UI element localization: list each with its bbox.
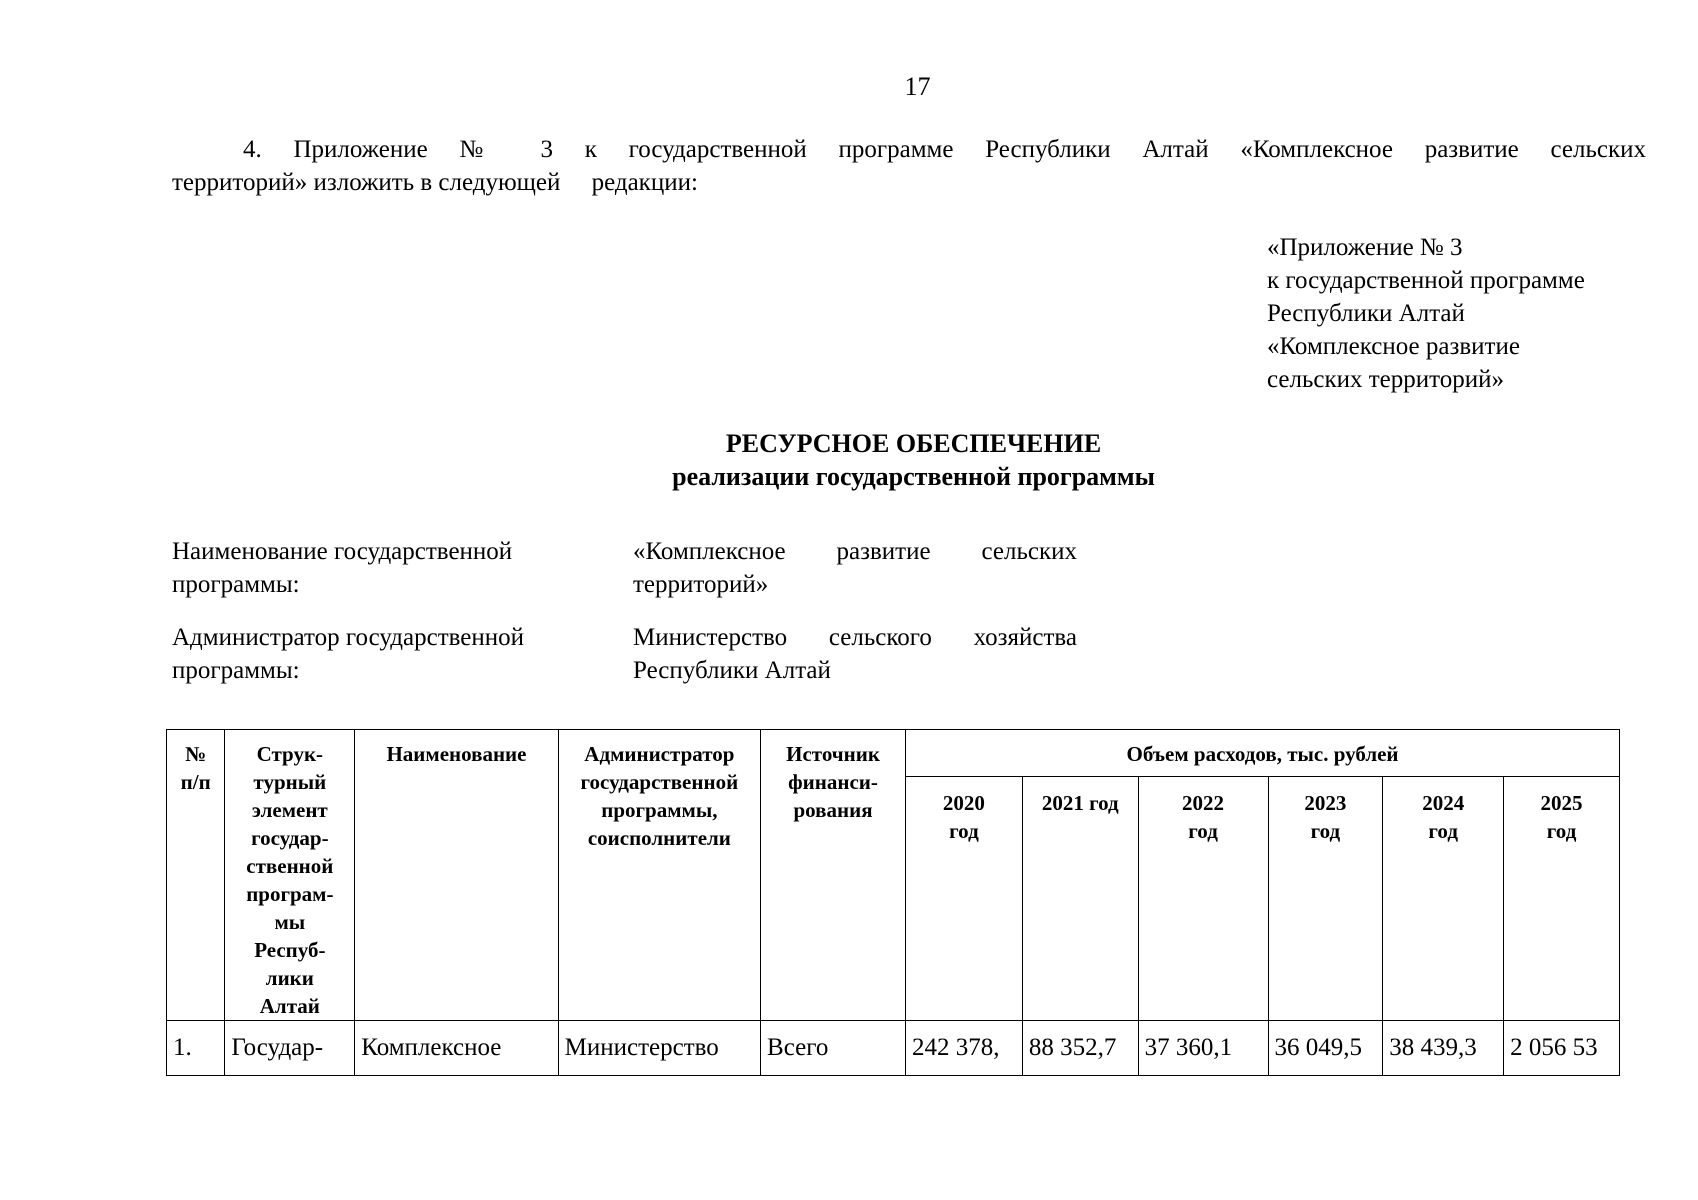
title-line-2: реализации государственной программы <box>672 462 1155 491</box>
annex-heading <box>1267 231 1585 396</box>
header-year-2020: 2020 год <box>906 777 1023 1021</box>
cell-value-2024: 38 439,3 <box>1383 1021 1504 1076</box>
program-admin-label: Администратор государственной программы: <box>172 624 525 684</box>
document-title <box>0 427 1698 493</box>
page-number: 17 <box>904 72 931 101</box>
header-year-2024: 2024 год <box>1383 777 1504 1021</box>
annex-line: Республики Алтай <box>1267 300 1465 327</box>
cell-num: 1. <box>167 1021 225 1076</box>
cell-funding-source: Всего <box>761 1021 906 1076</box>
cell-value-2023: 36 049,5 <box>1268 1021 1383 1076</box>
header-structural-element: Струк- турный элемент государ- ственной програм- мы Респуб- лики Алтай <box>225 730 355 1021</box>
program-name-value: «Комплексное развитие сельских территорий» <box>633 538 1077 598</box>
title-line-1: РЕСУРСНОЕ ОБЕСПЕЧЕНИЕ <box>725 429 1102 458</box>
cell-value-2020: 242 378, <box>906 1021 1023 1076</box>
header-name: Наименование <box>355 730 558 1021</box>
cell-name: Комплексное <box>355 1021 558 1076</box>
header-funding-source: Источник финанси- рования <box>761 730 906 1021</box>
header-year-2025: 2025 год <box>1504 777 1620 1021</box>
cell-administrator: Министерство <box>558 1021 760 1076</box>
program-name-row <box>172 535 1077 601</box>
cell-structural-element: Государ- <box>225 1021 355 1076</box>
program-admin-row <box>172 621 1077 687</box>
header-year-2022: 2022 год <box>1138 777 1268 1021</box>
cell-value-2022: 37 360,1 <box>1138 1021 1268 1076</box>
annex-line: сельских территорий» <box>1267 366 1504 393</box>
program-admin-value: Министерство сельского хозяйства Республики Алтай <box>633 624 1077 684</box>
intro-paragraph <box>172 133 1646 199</box>
intro-line-1: 4. Приложение № 3 к государственной программе Республики Алтай «Комплексное развитие сельских <box>243 136 1646 163</box>
intro-line-2: территорий» изложить в следующей редакции: <box>172 169 698 196</box>
annex-line: «Комплексное развитие <box>1267 333 1520 360</box>
resource-table <box>166 729 1620 1076</box>
table-row <box>167 1021 1620 1076</box>
header-expenditure-volume: Объем расходов, тыс. рублей <box>906 730 1620 777</box>
annex-line: к государственной программе <box>1267 267 1585 294</box>
program-name-label: Наименование государственной программы: <box>172 538 513 598</box>
header-year-2023: 2023 год <box>1268 777 1383 1021</box>
cell-value-2021: 88 352,7 <box>1022 1021 1138 1076</box>
program-info <box>172 535 1077 707</box>
annex-line: «Приложение № 3 <box>1267 234 1463 261</box>
cell-value-2025: 2 056 53 <box>1504 1021 1620 1076</box>
header-num: № п/п <box>167 730 225 1021</box>
header-administrator: Администратор государственной программы, соисполнители <box>558 730 760 1021</box>
header-year-2021: 2021 год <box>1022 777 1138 1021</box>
